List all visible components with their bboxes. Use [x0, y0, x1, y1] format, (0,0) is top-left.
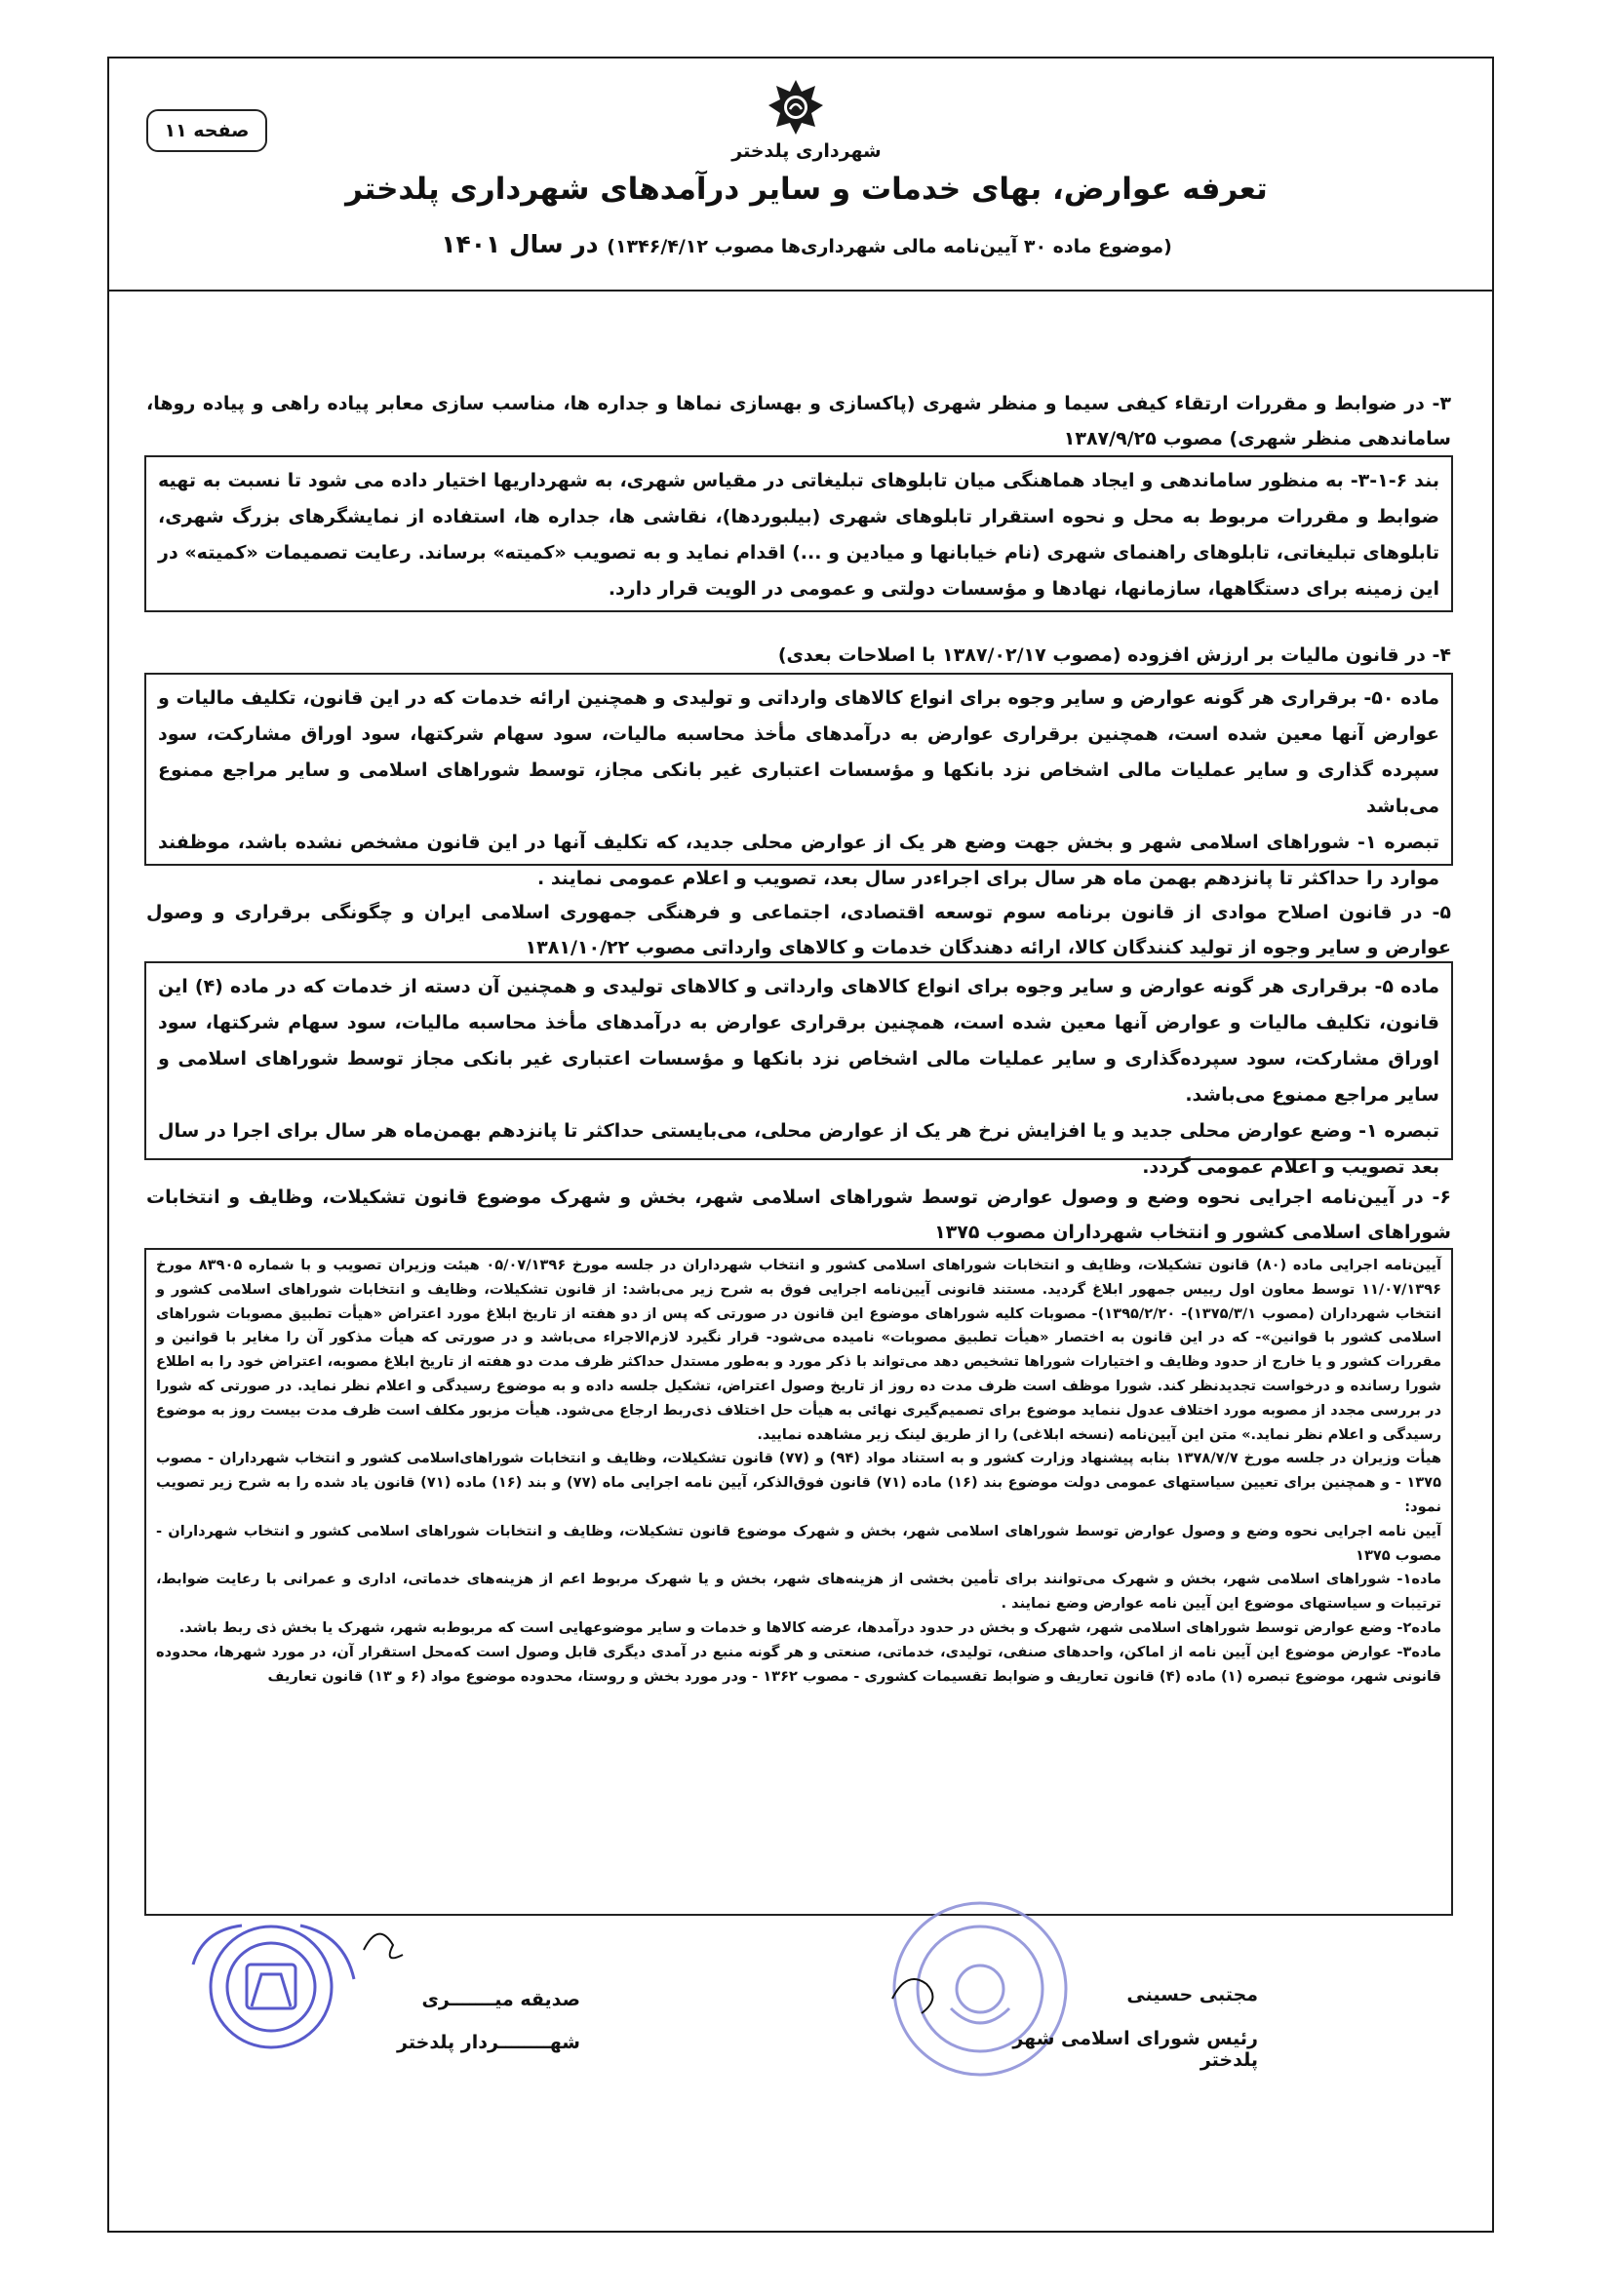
section-6-heading	[146, 1180, 1451, 1250]
section-5-heading	[146, 895, 1451, 965]
mayor-name: صدیقه میـــــــری	[421, 1989, 580, 2010]
section-3-box-text: بند ۶-۱-۳- به منظور ساماندهی و ایجاد هماهنگی میان تابلوهای تبلیغاتی در مقیاس شهری، به شهرداریها اختیار داده می شود تا نسبت به تهیه ضوابط و مقررات مربوط به محل و نحوه استقرار تابلوهای شهری (بیلبوردها)، نقاشی ها، جداره ها، استفاده از نمایشگرهای بزرگ شهری، تابلوهای تبلیغاتی، تابلوهای راهنمای شهری (نام خیابانها و میادین و ...) اقدام نماید و به تصویب «کمیته» برساند. رعایت تصمیمات «کمیته» در این زمینه برای دستگاهها، سازمانها، نهادها و مؤسسات دولتی و عمومی در الویت قرار دارد.	[158, 470, 1440, 600]
section-3-box	[144, 455, 1453, 612]
section-5-box	[144, 961, 1453, 1178]
municipality-logo	[767, 78, 825, 136]
document-subtitle	[0, 230, 1613, 258]
section-5-box-para-2: تبصره ۱- وضع عوارض محلی جدید و یا افزایش نرخ هر یک از عوارض محلی، می‌بایستی حداکثر تا پانزدهم بهمن‌ماه هر سال برای اجرا در سال بعد تصویب و اعلام عمومی گردد.	[158, 1120, 1440, 1178]
section-5-text: ۵- در قانون اصلاح موادی از قانون برنامه سوم توسعه اقتصادی، اجتماعی و فرهنگی جمهوری اسلامی ایران و چگونگی برقراری و وصول عوارض و سایر وجوه از تولید کنندگان کالا، ارائه دهندگان خدمات و کالاهای وارداتی مصوب ۱۳۸۱/۱۰/۲۲	[146, 902, 1451, 958]
section-4-box-para-2: تبصره ۱- شوراهای اسلامی شهر و بخش جهت وضع هر یک از عوارض محلی جدید، که تکلیف آنها در این قانون مشخص نشده باشد، موظفند موارد را حداکثر تا پانزدهم بهمن ماه هر سال برای اجراءدر سال بعد، تصویب و اعلام عمومی نمایند .	[158, 832, 1440, 889]
section-3-text: ۳- در ضوابط و مقررات ارتقاء کیفی سیما و منظر شهری (پاکسازی و بهسازی نماها و جداره ها، مناسب سازی معابر پیاده راهی و پیاده روها، ساماندهی منظر شهری) مصوب ۱۳۸۷/۹/۲۵	[146, 393, 1451, 449]
section-6-para-6: ماده۳- عوارض موضوع این آیین نامه از اماکن، واحدهای صنفی، تولیدی، خدماتی، صنعتی و هر گونه منبع در آمدی دیگری قابل وصول است که‌محل استقرار آن، در مورد شهرها، محدوده قانونی شهر، موضوع تبصره (۱) ماده (۴) قانون تعاریف و ضوابط تقسیمات کشوری - مصوب ۱۳۶۲ - ودر مورد بخش و روستا، محدوده موضوع مواد (۶ و ۱۳) قانون تعاریف	[156, 1643, 1441, 1685]
section-6-para-2: هیأت وزیران در جلسه مورخ ۱۳۷۸/۷/۷ بنابه پیشنهاد وزارت کشور و به استناد مواد (۹۴) و (۷۷) قانون تشکیلات، وظایف و انتخابات شوراهای‌اسلامی کشور و انتخاب شهرداران - مصوب ۱۳۷۵ - و همچنین برای تعیین سیاستهای عمومی دولت موضوع بند (۱۶) ماده (۷۱) قانون فوق‌الذکر، آیین نامه اجرایی ماه (۷۷) و بند (۱۶) ماده (۷۱) قانون یاد شده را به شرح زیر تصویب نمود:	[156, 1450, 1441, 1515]
section-4-heading	[146, 638, 1451, 673]
section-6-text: ۶- در آیین‌نامه اجرایی نحوه وضع و وصول عوارض توسط شوراهای اسلامی شهر، بخش و شهرک موضوع قانون تشکیلات، وظایف و انتخابات شوراهای اسلامی کشور و انتخاب شهرداران مصوب ۱۳۷۵	[146, 1187, 1451, 1243]
section-4-box	[144, 673, 1453, 889]
section-6-para-4: ماده۱- شوراهای اسلامی شهر، بخش و شهرک می‌توانند برای تأمین بخشی از هزینه‌های شهر، بخش و یا شهرک مربوط اعم از هزینه‌های خدماتی، اداری و عمرانی با رعایت ضوابط، ترتیبات و سیاستهای موضوع این آیین نامه عوارض وضع نمایند .	[156, 1571, 1441, 1613]
council-head-name: مجتبی حسینی	[1126, 1984, 1258, 2005]
section-6-para-3: آیین نامه اجرایی نحوه وضع و وصول عوارض توسط شوراهای اسلامی شهر، بخش و شهرک موضوع قانون تشکیلات، وظایف و انتخابات شوراهای اسلامی کشور و انتخاب شهرداران - مصوب ۱۳۷۵	[156, 1522, 1441, 1564]
subtitle-text: (موضوع ماده ۳۰ آیین‌نامه مالی شهرداری‌ها مصوب ۱۳۴۶/۴/۱۲)	[607, 236, 1172, 257]
section-6-box	[144, 1248, 1453, 1916]
section-5-box-para-1: ماده ۵- برقراری هر گونه عوارض و سایر وجوه برای انواع کالاهای وارداتی و کالاهای تولیدی و همچنین آن دسته از خدمات که در ماده (۴) این قانون، تکلیف مالیات و عوارض آنها معین شده است، همچنین برقراری عوارض به درآمدهای مأخذ محاسبه مالیات، سود سهام شرکتها، سود اوراق مشارکت، سود سپرده‌گذاری و سایر عملیات مالی اشخاص نزد بانکها و مؤسسات اعتباری غیر بانکی مجاز توسط شوراهای اسلامی و سایر مراجع ممنوع می‌باشد.	[158, 976, 1439, 1106]
section-6-para-1: آیین‌نامه اجرایی ماده (۸۰) قانون تشکیلات، وظایف و انتخابات شوراهای اسلامی کشور و انتخاب شهرداران در جلسه مورخ ۰۵/۰۷/۱۳۹۶ هیئت وزیران تصویب و با شماره ۸۳۹۰۵ مورخ ۱۱/۰۷/۱۳۹۶ توسط معاون اول رییس جمهور ابلاغ گردید. مستند قانونی آیین‌نامه اجرایی فوق به شرح زیر می‌باشد: از قانون تشکیلات، وظایف و انتخابات شوراهای اسلامی کشور و انتخاب شهرداران (مصوب ۱۳۷۵/۳/۱)- ۱۳۹۵/۲/۲۰)- مصوبات کلیه شوراهای موضوع این قانون در صورتی که پس از دو هفته از تاریخ ابلاغ مورد اعتراض «هیأت تطبیق مصوبات شوراهای اسلامی کشور با قوانین»- که در این قانون به اختصار «هیأت تطبیق مصوبات» نامیده می‌شود- قرار نگیرد لازم‌الاجراء می‌باشد و در صورتی که هیأت مذکور آن را مغایر با قوانین و مقررات کشور و یا خارج از حدود وظایف و اختیارات شوراها تشخیص دهد می‌تواند با ذکر مورد و به‌طور مستدل حداکثر ظرف مدت دو هفته از تاریخ ابلاغ مصوبه، اعتراض خود را به اطلاع شورا رسانده و درخواست تجدیدنظر کند. شورا موظف است ظرف مدت ده روز از تاریخ وصول اعتراض، تشکیل جلسه داده و به موضوع رسیدگی و اعلام نظر نماید. در صورتی که شورا در بررسی مجدد از مصوبه مورد اختلاف عدول ننماید موضوع برای تصمیم‌گیری نهائی به هیأت حل اختلاف ذی‌ربط ارجاع می‌شود. هیأت مزبور مکلف است ظرف مدت بیست روز به موضوع رسیدگی و اعلام نظر نماید.» متن این آیین‌نامه (نسخه ابلاغی) را از طریق لینک زیر مشاهده نمایید.	[156, 1257, 1442, 1443]
section-3-heading	[146, 386, 1451, 456]
subtitle-year: در سال ۱۴۰۱	[441, 230, 608, 258]
council-head-title: رئیس شورای اسلامی شهر پلدختر	[1012, 2028, 1258, 2071]
page-number: صفحه ۱۱	[164, 120, 250, 141]
section-4-text: ۴- در قانون مالیات بر ارزش افزوده (مصوب ۱۳۸۷/۰۲/۱۷ با اصلاحات بعدی)	[777, 644, 1451, 666]
header-divider	[107, 290, 1494, 292]
mayor-title: شهــــــــردار پلدختر	[397, 2032, 580, 2053]
document-title: تعرفه عوارض، بهای خدمات و سایر درآمدهای شهرداری پلدختر	[345, 172, 1268, 207]
municipality-name: شهرداری پلدختر	[731, 140, 882, 162]
section-4-box-para-1: ماده ۵۰- برقراری هر گونه عوارض و سایر وجوه برای انواع کالاهای وارداتی و تولیدی و همچنین ارائه خدمات که در این قانون، تکلیف مالیات و عوارض آنها معین شده است، همچنین برقراری عوارض به درآمدهای مأخذ محاسبه مالیات، سود سهام شرکتها، سود اوراق مشارکت، سود سپرده گذاری و سایر عملیات مالی اشخاص نزد بانکها و مؤسسات اعتباری غیر بانکی مجاز، توسط شوراهای اسلامی و سایر مراجع ممنوع می‌باشد	[158, 687, 1439, 817]
section-6-para-5: ماده۲- وضع عوارض توسط شوراهای اسلامی شهر، شهرک و بخش در حدود درآمدها، عرضه کالاها و خدمات و سایر موضوعهایی است که مربوط‌به شهر، شهرک یا بخش ذی ربط باشد.	[178, 1618, 1441, 1636]
